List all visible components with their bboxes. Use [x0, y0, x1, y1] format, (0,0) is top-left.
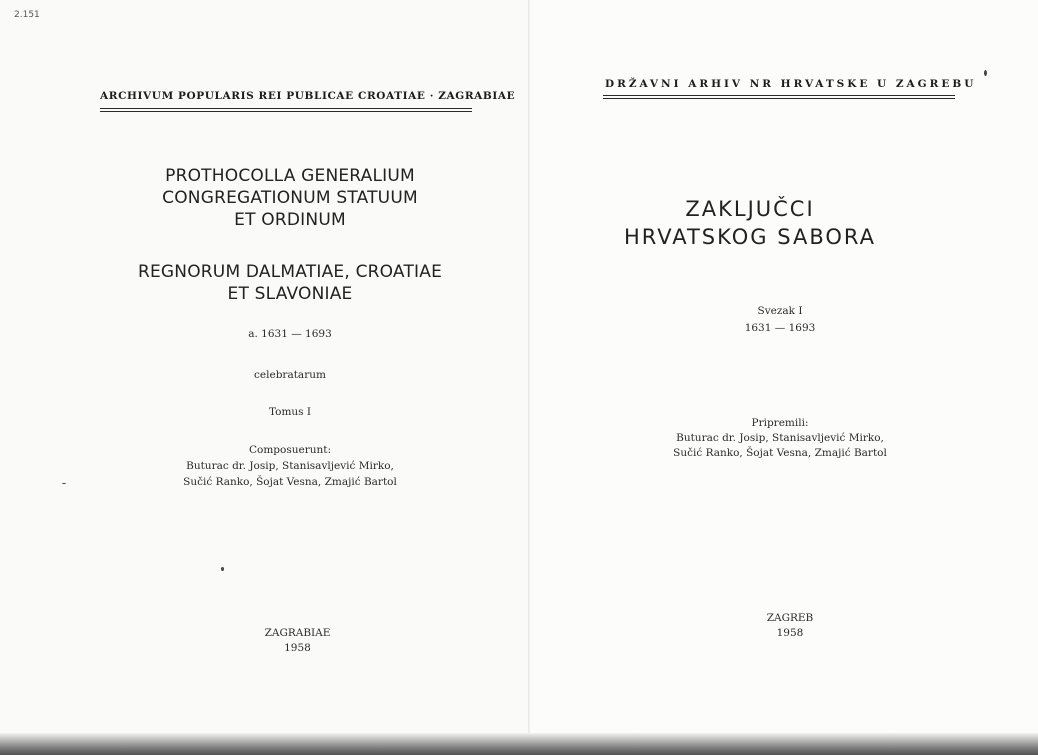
right-header: DRŽAVNI ARHIV NR HRVATSKE U ZAGREBU: [605, 78, 977, 90]
left-title-line-3: ET ORDINUM: [234, 210, 346, 230]
scan-bottom-edge: [0, 733, 1038, 755]
scan-speck: [62, 483, 66, 484]
right-header-rule-2: [603, 98, 955, 99]
right-place: ZAGREB: [766, 612, 814, 624]
left-composers-label: Composuerunt:: [248, 444, 332, 456]
left-composers-line-1: Buturac dr. Josip, Stanisavljević Mirko,: [186, 460, 394, 472]
right-page: [530, 0, 1038, 755]
left-header-rule: [100, 108, 472, 109]
page-fold: [528, 0, 530, 755]
right-volume: Svezak I: [757, 305, 803, 317]
left-title-line-1: PROTHOCOLLA GENERALIUM: [165, 166, 415, 186]
left-header-rule-2: [100, 111, 472, 112]
left-subtitle-line-1: REGNORUM DALMATIAE, CROATIAE: [137, 262, 443, 282]
scan-speck: [221, 567, 224, 571]
margin-mark: 2.151: [14, 10, 40, 20]
left-subtitle-line-2: ET SLAVONIAE: [227, 284, 353, 304]
right-editors-label: Pripremili:: [751, 417, 809, 429]
left-volume: Tomus I: [268, 406, 312, 418]
right-years: 1631 — 1693: [744, 322, 816, 334]
right-title-line-2: HRVATSKOG SABORA: [623, 225, 876, 249]
right-header-rule: [603, 95, 955, 96]
left-composers-line-2: Sučić Ranko, Šojat Vesna, Zmajić Bartol: [183, 476, 397, 488]
scan-speck: [984, 70, 987, 76]
right-editors-line-2: Sučić Ranko, Šojat Vesna, Zmajić Bartol: [673, 447, 887, 459]
right-title-line-1: ZAKLJUČCI: [685, 197, 815, 221]
left-place: ZAGRABIAE: [264, 627, 331, 639]
right-editors-line-1: Buturac dr. Josip, Stanisavljević Mirko,: [676, 432, 884, 444]
left-header: ARCHIVUM POPULARIS REI PUBLICAE CROATIAE · ZAGRABIAE: [100, 90, 516, 102]
left-celebratarum: celebratarum: [254, 369, 326, 381]
right-year: 1958: [776, 627, 804, 639]
left-title-line-2: CONGREGATIONUM STATUUM: [162, 188, 418, 208]
left-years: a. 1631 — 1693: [248, 328, 332, 340]
left-year: 1958: [284, 642, 311, 654]
